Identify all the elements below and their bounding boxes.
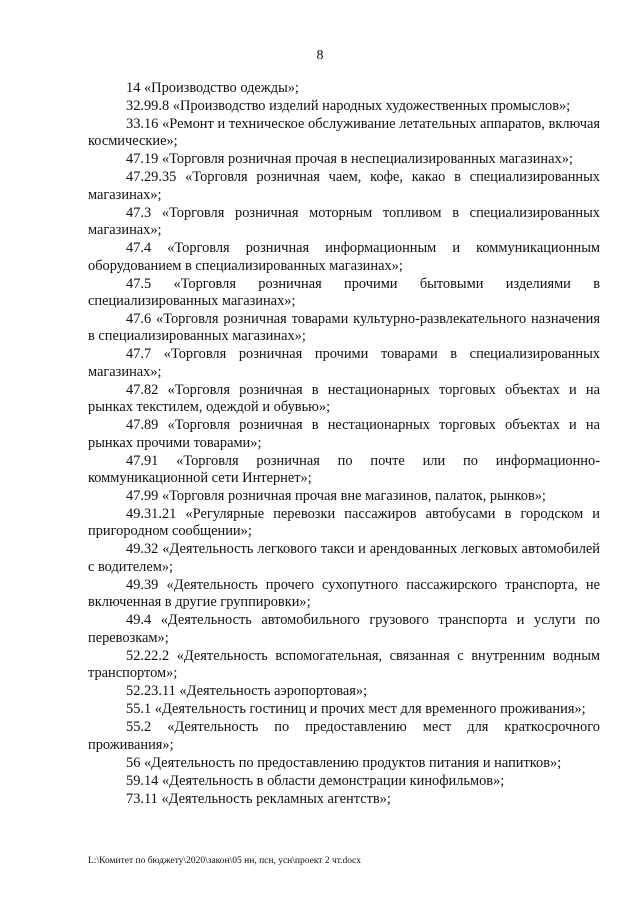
list-item: 47.89 «Торговля розничная в нестационарных торговых объектах и на рынках прочими товарами»; xyxy=(88,417,600,451)
page-number: 8 xyxy=(316,48,324,63)
list-item: 59.14 «Деятельность в области демонстрации кинофильмов»; xyxy=(126,772,505,789)
list-item: 47.7 «Торговля розничная прочими товарами в специализированных магазинах»; xyxy=(88,346,600,380)
list-item: 56 «Деятельность по предоставлению продуктов питания и напитков»; xyxy=(126,754,562,771)
list-item: 55.2 «Деятельность по предоставлению мест для краткосрочного проживания»; xyxy=(88,719,600,753)
list-item: 33.16 «Ремонт и техническое обслуживание летательных аппаратов, включая космические»; xyxy=(88,116,600,150)
list-item: 47.91 «Торговля розничная по почте или по информационно-коммуникационной сети Интернет»; xyxy=(88,452,600,487)
list-item: 32.99.8 «Производство изделий народных художественных промыслов»; xyxy=(126,98,571,114)
list-item: 14 «Производство одежды»; xyxy=(126,80,299,96)
list-item: 49.32 «Деятельность легкового такси и арендованных легковых автомобилей с водителем»; xyxy=(88,541,600,575)
list-item: 47.6 «Торговля розничная товарами культурно-развлекательного назначения в специализированных магазинах»; xyxy=(88,311,600,345)
list-item: 49.4 «Деятельность автомобильного грузового транспорта и услуги по перевозкам»; xyxy=(88,612,600,646)
footer-file-path: L:\Комитет по бюджету\2020\закон\05 нн, псн, усн\проект 2 чт.docx xyxy=(88,856,362,866)
list-item: 47.5 «Торговля розничная прочими бытовыми изделиями в специализированных магазинах»; xyxy=(88,275,600,310)
list-item: 47.82 «Торговля розничная в нестационарных торговых объектах и на рынках текстилем, одеждой и обувью»; xyxy=(88,381,600,416)
list-item: 52.22.2 «Деятельность вспомогательная, связанная с внутренним водным транспортом»; xyxy=(88,647,600,682)
list-item: 47.29.35 «Торговля розничная чаем, кофе, какао в специализированных магазинах»; xyxy=(88,169,600,203)
list-item: 47.3 «Торговля розничная моторным топливом в специализированных магазинах»; xyxy=(88,204,600,239)
list-item: 52.23.11 «Деятельность аэропортовая»; xyxy=(126,683,368,700)
list-item: 47.99 «Торговля розничная прочая вне магазинов, палаток, рынков»; xyxy=(126,488,546,505)
list-item: 73.11 «Деятельность рекламных агентств»; xyxy=(126,790,391,807)
list-item: 47.4 «Торговля розничная информационным и коммуникационным оборудованием в специализированных магазинах»; xyxy=(88,240,600,274)
okved-list xyxy=(88,80,600,809)
list-item: 47.19 «Торговля розничная прочая в неспециализированных магазинах»; xyxy=(126,151,573,168)
list-item: 49.39 «Деятельность прочего сухопутного пассажирского транспорта, не включенная в другие группировки»; xyxy=(88,576,600,611)
list-item: 55.1 «Деятельность гостиниц и прочих мест для временного проживания»; xyxy=(126,701,586,718)
list-item: 49.31.21 «Регулярные перевозки пассажиров автобусами в городском и пригородном сообщении»; xyxy=(88,506,600,540)
